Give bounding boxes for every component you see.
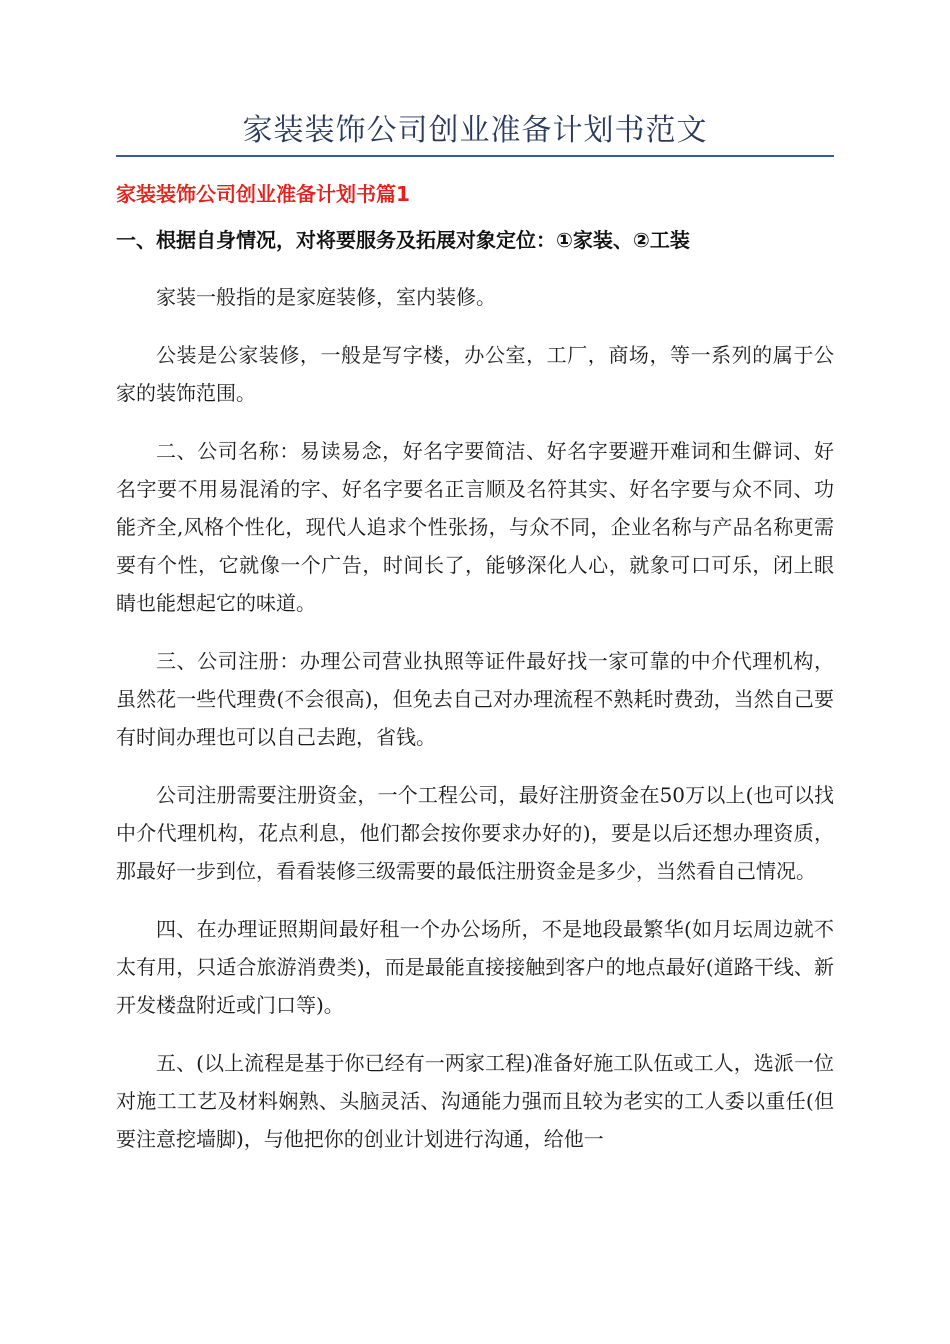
paragraph: 三、公司注册：办理公司营业执照等证件最好找一家可靠的中介代理机构，虽然花一些代理费(不会很高)，但免去自己对办理流程不熟耗时费劲，当然自己要有时间办理也可以自己去跑，省钱。 <box>116 649 834 749</box>
paragraph: 二、公司名称：易读易念，好名字要简洁、好名字要避开难词和生僻词、好名字要不用易混淆的字、好名字要名正言顺及名符其实、好名字要与众不同、功能齐全,风格个性化，现代人追求个性张扬，与众不同，企业名称与产品名称更需要有个性，它就像一个广告，时间长了，能够深化人心，就象可口可乐，闭上眼睛也能想起它的味道。 <box>116 439 834 615</box>
paragraph: 公装是公家装修，一般是写字楼，办公室，工厂，商场，等一系列的属于公家的装饰范围。 <box>116 343 834 405</box>
paragraph: 公司注册需要注册资金，一个工程公司，最好注册资金在50万以上(也可以找中介代理机构，花点利息，他们都会按你要求办好的)，要是以后还想办理资质，那最好一步到位，看看装修三级需要的最低注册资金是多少，当然看自己情况。 <box>116 783 834 883</box>
paragraph: 四、在办理证照期间最好租一个办公场所，不是地段最繁华(如月坛周边就不太有用，只适合旅游消费类)，而是最能直接接触到客户的地点最好(道路干线、新开发楼盘附近或门口等)。 <box>116 917 834 1017</box>
sub-heading: 一、根据自身情况，对将要服务及拓展对象定位：①家装、②工装 <box>116 228 690 252</box>
paragraph: 五、(以上流程是基于你已经有一两家工程)准备好施工队伍或工人，选派一位对施工工艺及材料娴熟、头脑灵活、沟通能力强而且较为老实的工人委以重任(但要注意挖墙脚)，与他把你的创业计划进行沟通，给他一 <box>116 1051 834 1151</box>
title-divider <box>116 155 834 157</box>
paragraph: 家装一般指的是家庭装修，室内装修。 <box>156 285 496 309</box>
document-title: 家装装饰公司创业准备计划书范文 <box>242 113 708 148</box>
document-body <box>116 278 834 1178</box>
section-heading: 家装装饰公司创业准备计划书篇1 <box>116 182 410 206</box>
